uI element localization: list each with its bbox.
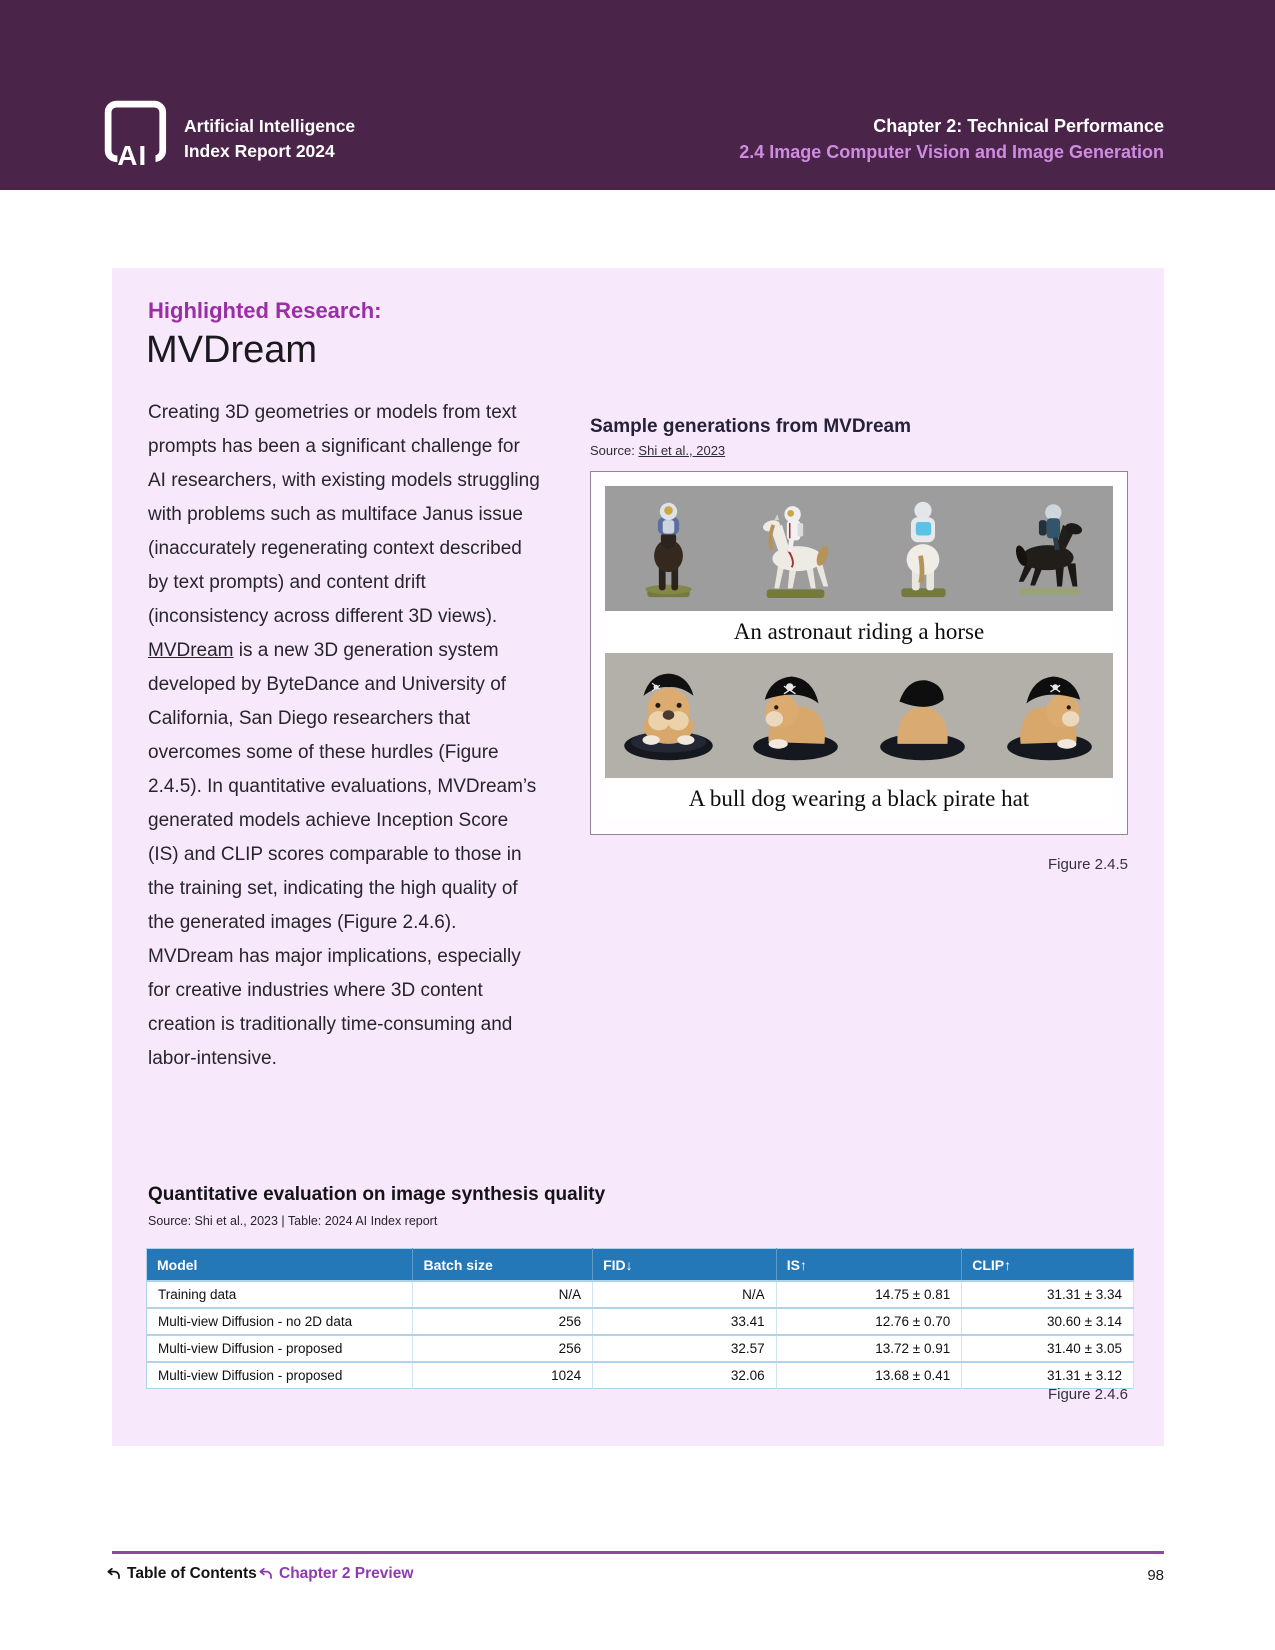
cell-is: 13.72 ± 0.91 xyxy=(776,1335,962,1362)
figure-246-label: Figure 2.4.6 xyxy=(1047,1386,1128,1403)
page-number: 98 xyxy=(1147,1567,1164,1584)
table-row xyxy=(147,1335,1134,1362)
ai-index-logo-icon xyxy=(104,100,172,168)
column-header-fid: FID↓ xyxy=(593,1249,777,1282)
sample-generations-figure xyxy=(590,416,1128,835)
source-link[interactable]: Shi et al., 2023 xyxy=(638,443,726,458)
cell-clip: 31.40 ± 3.05 xyxy=(962,1335,1134,1362)
caption-astronaut: An astronaut riding a horse xyxy=(605,611,1113,653)
cell-model: Multi-view Diffusion - no 2D data xyxy=(147,1308,413,1335)
svg-text:AI: AI xyxy=(117,139,148,168)
cell-fid: 32.57 xyxy=(593,1335,777,1362)
paragraph-text-after: is a new 3D generation system developed by ByteDance and University of California, San Diego researchers that overcomes some of these hurdles (Figure 2.4.5). In quantitative evaluations, MVDream’s generated models achieve Inception Score (IS) and CLIP scores comparable to those in the training set, indicating the high quality of the generated images (Figure 2.4.6). MVDream has major implications, especially for creative industries where 3D content creation is traditionally time-consuming and labor-intensive. xyxy=(148,640,537,1069)
brand-line1: Artificial Intelligence xyxy=(184,116,356,136)
generated-image-astronaut-front xyxy=(605,486,732,611)
cell-is: 12.76 ± 0.70 xyxy=(776,1308,962,1335)
cell-fid: N/A xyxy=(593,1281,777,1308)
page-header xyxy=(0,0,1275,190)
cell-clip: 31.31 ± 3.34 xyxy=(962,1281,1134,1308)
return-arrow-icon xyxy=(106,1567,121,1582)
page-title: MVDream xyxy=(146,329,318,371)
generated-image-astronaut-back xyxy=(859,486,986,611)
cell-clip: 30.60 ± 3.14 xyxy=(962,1308,1134,1335)
highlight-card xyxy=(112,268,1164,1446)
highlighted-research-eyebrow: Highlighted Research: xyxy=(148,298,382,323)
chapter-preview-link[interactable] xyxy=(258,1565,413,1583)
generated-image-bulldog-side-left xyxy=(732,653,859,778)
figure-source xyxy=(590,443,1128,458)
caption-bulldog: A bull dog wearing a black pirate hat xyxy=(605,778,1113,820)
return-arrow-icon xyxy=(258,1567,273,1582)
generated-image-bulldog-front xyxy=(605,653,732,778)
figure-title: Sample generations from MVDream xyxy=(590,416,911,437)
cell-model: Multi-view Diffusion - proposed xyxy=(147,1362,413,1389)
cell-is: 13.68 ± 0.41 xyxy=(776,1362,962,1389)
chapter-preview-label: Chapter 2 Preview xyxy=(279,1565,414,1582)
chapter-title: Chapter 2: Technical Performance xyxy=(873,116,1164,136)
generated-image-astronaut-dark-horse xyxy=(986,486,1113,611)
brand-title xyxy=(184,114,355,164)
table-source: Source: Shi et al., 2023 | Table: 2024 AI Index report xyxy=(148,1214,438,1228)
cell-batch-size: 1024 xyxy=(413,1362,593,1389)
cell-clip: 31.31 ± 3.12 xyxy=(962,1362,1134,1389)
table-title: Quantitative evaluation on image synthesis quality xyxy=(148,1184,606,1205)
astronaut-image-row xyxy=(605,486,1113,611)
cell-fid: 32.06 xyxy=(593,1362,777,1389)
table-header-row xyxy=(147,1249,1134,1282)
column-header-batch-size: Batch size xyxy=(413,1249,593,1282)
bulldog-image-row xyxy=(605,653,1113,778)
table-of-contents-label: Table of Contents xyxy=(127,1565,257,1582)
evaluation-table xyxy=(146,1248,1134,1389)
cell-batch-size: N/A xyxy=(413,1281,593,1308)
paragraph-text-before: Creating 3D geometries or models from text prompts has been a significant challenge for AI researchers, with existing models struggling with problems such as multiface Janus issue (inaccurately regenerating context described by text prompts) and content drift (inconsistency across different 3D views). xyxy=(148,402,540,627)
table-row xyxy=(147,1281,1134,1308)
table-row xyxy=(147,1362,1134,1389)
column-header-model: Model xyxy=(147,1249,413,1282)
figure-frame xyxy=(590,471,1128,835)
cell-batch-size: 256 xyxy=(413,1308,593,1335)
header-chapter-block xyxy=(739,113,1164,165)
generated-image-bulldog-side-right xyxy=(986,653,1113,778)
brand-line2: Index Report 2024 xyxy=(184,141,335,161)
cell-fid: 33.41 xyxy=(593,1308,777,1335)
cell-is: 14.75 ± 0.81 xyxy=(776,1281,962,1308)
cell-model: Multi-view Diffusion - proposed xyxy=(147,1335,413,1362)
source-prefix: Source: xyxy=(590,443,639,458)
mvdream-link[interactable]: MVDream xyxy=(148,640,234,661)
footer-divider xyxy=(112,1551,1164,1554)
column-header-is: IS↑ xyxy=(776,1249,962,1282)
figure-245-label: Figure 2.4.5 xyxy=(1047,856,1128,873)
column-header-clip: CLIP↑ xyxy=(962,1249,1134,1282)
generated-image-astronaut-side xyxy=(732,486,859,611)
table-of-contents-link[interactable] xyxy=(106,1565,257,1583)
cell-model: Training data xyxy=(147,1281,413,1308)
cell-batch-size: 256 xyxy=(413,1335,593,1362)
research-paragraph xyxy=(148,396,540,1076)
table-row xyxy=(147,1308,1134,1335)
generated-image-bulldog-back xyxy=(859,653,986,778)
section-title[interactable]: 2.4 Image Computer Vision and Image Generation xyxy=(739,142,1164,162)
